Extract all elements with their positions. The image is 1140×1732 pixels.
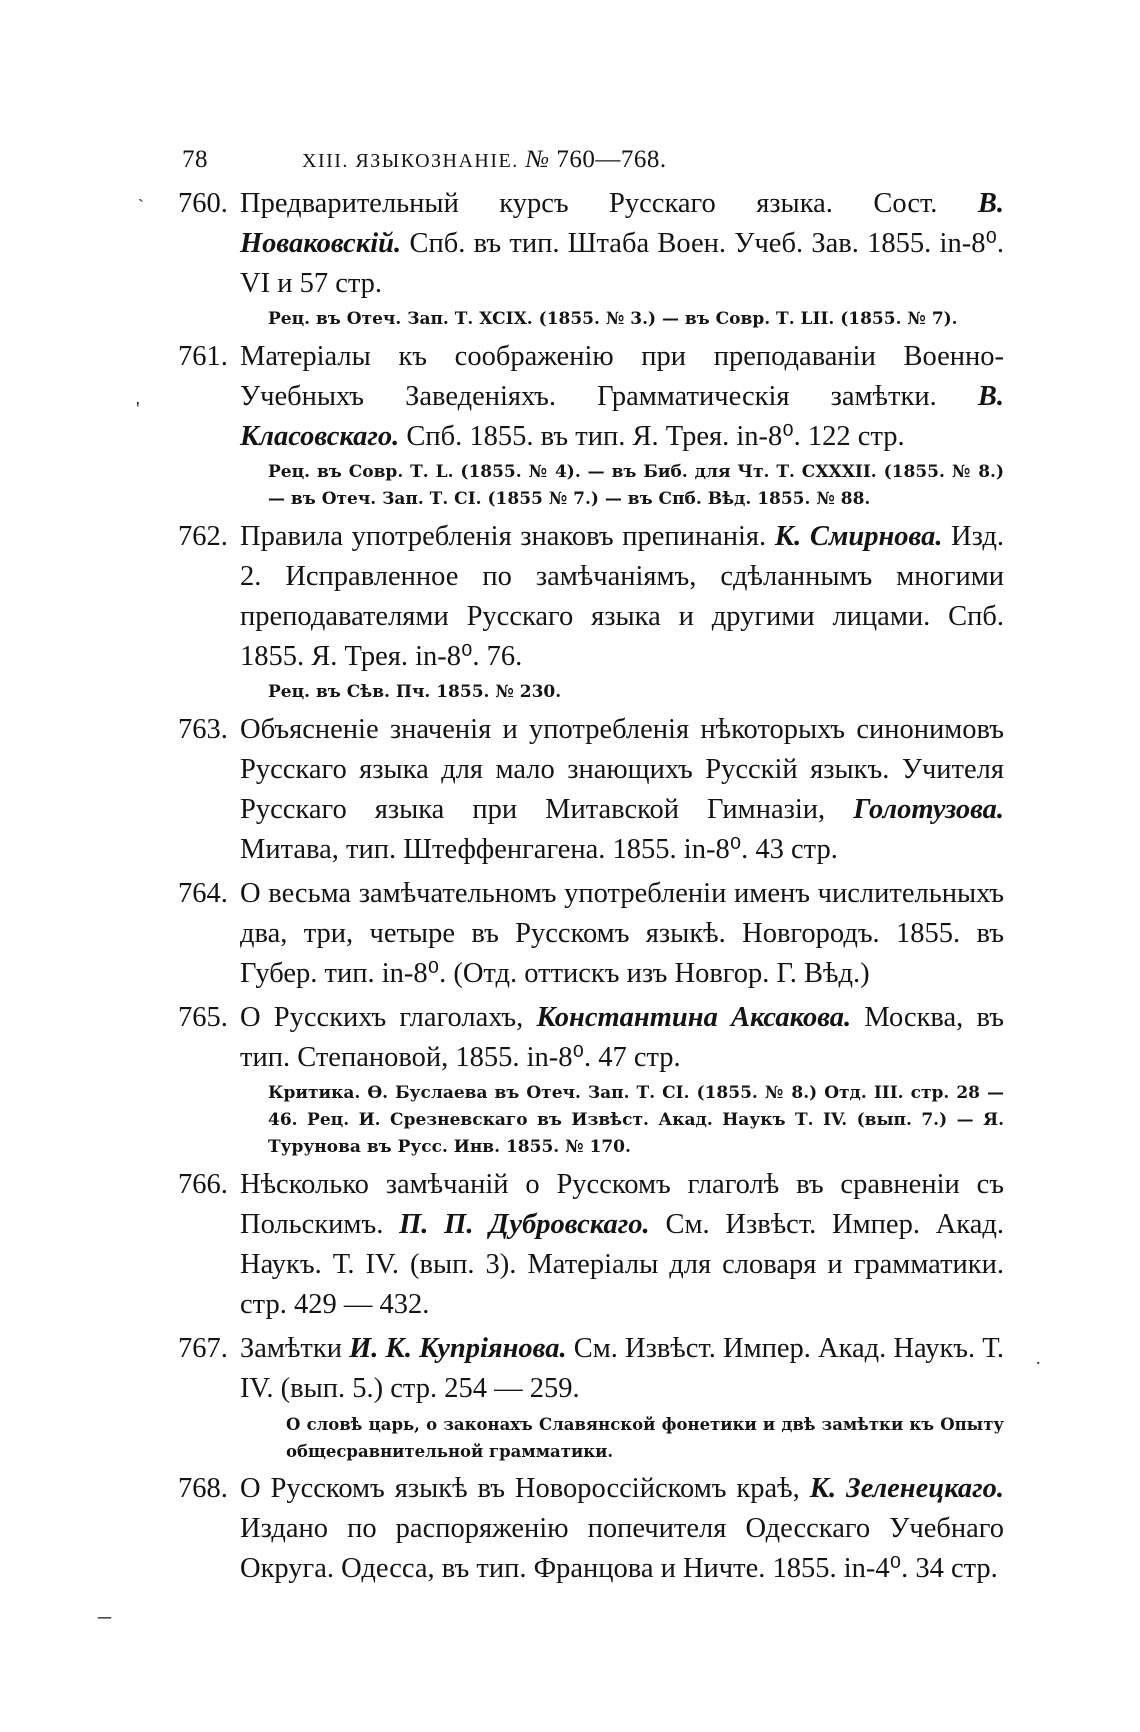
entry-number: 761. — [178, 341, 228, 372]
entry-author: Голотузова. — [853, 794, 1004, 825]
entry-author: В. Класовскаго. — [240, 381, 1004, 452]
entry-imprint: Изд. 2. Исправленное по замѣчаніямъ, сдѣланнымъ многими преподавателями Русскаго языка и другими лицами. Спб. 1855. Я. Трея. in-8⁰. 76. — [240, 521, 1005, 672]
entry-imprint: См. Извѣст. Импер. Акад. Наукъ. Т. IV. (вып. 5.) стр. 254 — 259. — [240, 1333, 1004, 1404]
entry-author: К. Зеленецкаго. — [809, 1473, 1005, 1504]
entry-imprint: См. Извѣст. Импер. Акад. Наукъ. Т. IV. (вып. 3). Матеріалы для словаря и грамматики. стр. 429 — 432. — [240, 1209, 1004, 1320]
entry-author: И. К. Купріянова. — [349, 1333, 567, 1364]
entry-reviews: Рец. въ Сѣв. Пч. 1855. № 230. — [268, 682, 562, 702]
entry-761 — [178, 337, 1004, 513]
entry-title: Объясненіе значенія и употребленія нѣкоторыхъ синонимовъ Русскаго языка для мало знающихъ Русскій языкъ. Учителя Русскаго языка при Митавской Гимназіи, — [240, 714, 1004, 825]
entry-number: 763. — [178, 714, 228, 745]
entry-reviews: Критика. Ѳ. Буслаева въ Отеч. Зап. Т. CI. (1855. № 8.) Отд. III. стр. 28 — 46. Рец. И. Срезневскаго въ Извѣст. Акад. Наукъ Т. IV. (вып. 7.) — Я. Турунова въ Русс. Инв. 1855. № 170. — [268, 1083, 1004, 1157]
entry-763 — [178, 710, 1004, 870]
entry-title: Замѣтки — [240, 1333, 350, 1364]
entry-imprint: Спб. въ тип. Штаба Воен. Учеб. Зав. 1855. in-8⁰. VI и 57 стр. — [240, 228, 1004, 299]
entry-number: 766. — [178, 1169, 228, 1200]
entry-number: 760. — [178, 188, 228, 219]
entry-reviews: Рец. въ Отеч. Зап. Т. XCIX. (1855. № 3.) — въ Совр. Т. LII. (1855. № 7). — [268, 309, 958, 329]
entry-762 — [178, 517, 1004, 706]
entry-number: 767. — [178, 1333, 228, 1364]
bibliography-list — [178, 184, 1004, 1593]
entry-764 — [178, 874, 1004, 994]
entry-range: 760—768. — [549, 146, 667, 173]
entry-author: В. Новаковскій. — [240, 188, 1004, 259]
scan-speck: ` — [138, 196, 144, 216]
scan-speck: _ — [98, 1592, 111, 1621]
entry-766 — [178, 1165, 1004, 1325]
entry-767 — [178, 1329, 1004, 1465]
entry-imprint: Издано по распоряженію попечителя Одесскаго Учебнаго Округа. Одесса, въ тип. Францова и Ничте. 1855. in-4⁰. 34 стр. — [240, 1513, 1004, 1584]
page-number: 78 — [182, 146, 208, 173]
entry-imprint: Спб. 1855. въ тип. Я. Трея. in-8⁰. 122 стр. — [399, 421, 905, 452]
entry-author: П. П. Дубровскаго. — [399, 1209, 650, 1240]
entry-title: Нѣсколько замѣчаній о Русскомъ глаголѣ въ сравненіи съ Польскимъ. — [240, 1169, 1004, 1240]
scan-speck: . — [1036, 1348, 1041, 1368]
entry-760 — [178, 184, 1004, 333]
entry-number: 764. — [178, 878, 228, 909]
entry-imprint: Митава, тип. Штеффенгагена. 1855. in-8⁰. 43 стр. — [240, 834, 838, 865]
entry-768 — [178, 1469, 1004, 1589]
entry-number: 768. — [178, 1473, 228, 1504]
entry-number: 765. — [178, 1002, 228, 1033]
section-title: XIII. ЯЗЫКОЗНАНІЕ. — [302, 150, 519, 172]
running-header — [182, 146, 822, 174]
entry-title: О весьма замѣчательномъ употребленіи именъ числительныхъ два, три, четыре въ Русскомъ языкѣ. Новгородъ. 1855. въ Губер. тип. in-8⁰. (Отд. оттискъ изъ Новгор. Г. Вѣд.) — [240, 878, 1004, 989]
entry-author: Константина Аксакова. — [536, 1002, 852, 1033]
entry-number: 762. — [178, 521, 228, 552]
entry-title: О Русскомъ языкѣ въ Новороссійскомъ краѣ, — [240, 1473, 810, 1504]
entry-title: Правила употребленія знаковъ препинанія. — [240, 521, 775, 552]
entry-author: К. Смирнова. — [774, 521, 943, 552]
numbers-sign: № — [525, 146, 550, 173]
entry-imprint: Москва, въ тип. Степановой, 1855. in-8⁰. 47 стр. — [240, 1002, 1004, 1073]
entry-title: Предварительный курсъ Русскаго языка. Сост. — [240, 188, 978, 219]
entry-title: Матеріалы къ соображенію при преподаваніи Военно-Учебныхъ Заведеніяхъ. Грамматическія замѣтки. — [240, 341, 1004, 412]
entry-note: О словѣ царь, о законахъ Славянской фонетики и двѣ замѣтки къ Опыту общесравнительной грамматики. — [286, 1415, 1004, 1461]
entry-reviews: Рец. въ Совр. Т. L. (1855. № 4). — въ Биб. для Чт. Т. CXXXII. (1855. № 8.) — въ Отеч. Зап. Т. CI. (1855 № 7.) — въ Спб. Вѣд. 1855. № 88. — [268, 462, 1004, 509]
entry-title: О Русскихъ глаголахъ, — [240, 1002, 537, 1033]
entry-765 — [178, 998, 1004, 1161]
scan-speck: ' — [136, 398, 140, 420]
